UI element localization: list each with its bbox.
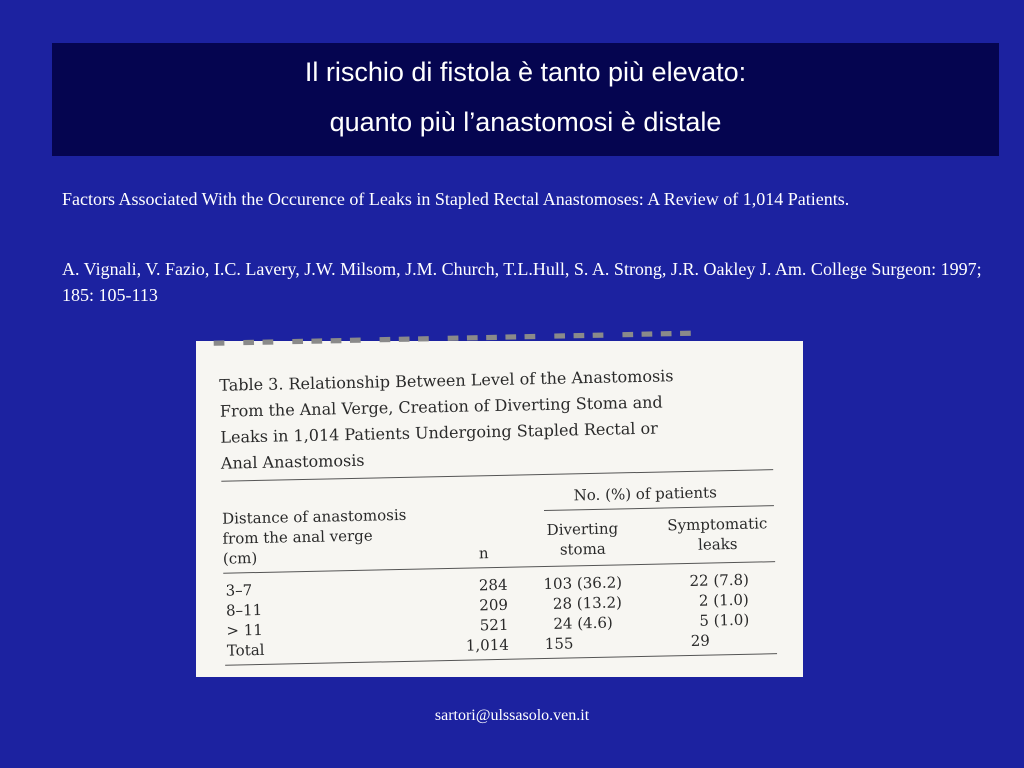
header-diverting-line: stoma (559, 539, 606, 559)
title-bar (52, 43, 999, 156)
table-caption-line: Anal Anastomosis (220, 450, 365, 473)
header-leaks-line: Symptomatic (667, 514, 768, 535)
table-caption (219, 361, 761, 476)
row-n: 209 (479, 595, 509, 615)
header-distance-line: from the anal verge (222, 526, 373, 548)
group-header: No. (%) of patients (573, 483, 717, 505)
header-n: n (478, 544, 489, 563)
row-leaks: 5 (1.0) (699, 610, 750, 630)
slide-title-line-1: Il rischio di fistola è tanto più elevato: (304, 57, 747, 87)
row-leaks: 22 (7.8) (689, 570, 750, 590)
header-diverting-line: Diverting (546, 519, 619, 539)
table-bottom-rule (225, 653, 777, 666)
row-diverting: 103 (36.2) (543, 573, 623, 594)
table-caption-line: Table 3. Relationship Between Level of the Anastomosis (219, 366, 674, 395)
header-distance-line: (cm) (222, 549, 258, 568)
row-diverting: 24 (4.6) (553, 613, 613, 633)
row-distance: 3–7 (225, 581, 253, 600)
row-diverting: 155 (544, 634, 574, 654)
row-diverting: 28 (13.2) (552, 593, 623, 613)
slide-title-line-2: quanto più l’anastomosi è distale (329, 107, 722, 137)
scanned-table (193, 324, 807, 684)
scanned-table-image (196, 324, 803, 677)
row-distance: > 11 (226, 620, 264, 640)
row-distance: 8–11 (225, 600, 263, 620)
reference-title: Factors Associated With the Occurence of Leaks in Stapled Rectal Anastomoses: A Review of 1,014 Patients. (62, 189, 850, 209)
row-n: 521 (479, 615, 509, 635)
row-leaks: 29 (690, 631, 711, 650)
group-header-rule (544, 505, 774, 511)
row-n: 284 (478, 575, 508, 595)
reference-authors: A. Vignali, V. Fazio, I.C. Lavery, J.W. Milsom, J.M. Church, T.L.Hull, S. A. Strong, J.R. Oakley J. Am. College Surgeon: 1997; 185: 105-113 (62, 259, 982, 305)
table-caption-line: From the Anal Verge, Creation of Diverting Stoma and (219, 392, 663, 421)
footer-email: sartori@ulssasolo.ven.it (434, 707, 590, 724)
row-leaks: 2 (1.0) (698, 590, 749, 610)
header-leaks-line: leaks (697, 534, 738, 554)
row-distance: Total (226, 640, 265, 660)
cropped-header-remnant: ▬ ▬▬ ▬▬▬▬ ▬▬▬ ▬▬▬▬▬ ▬▬▬ ▬▬▬▬ (212, 324, 699, 351)
table-caption-line: Leaks in 1,014 Patients Undergoing Stapled Rectal or (220, 418, 658, 447)
header-distance-line: Distance of anastomosis (221, 505, 407, 528)
row-n: 1,014 (465, 635, 509, 655)
